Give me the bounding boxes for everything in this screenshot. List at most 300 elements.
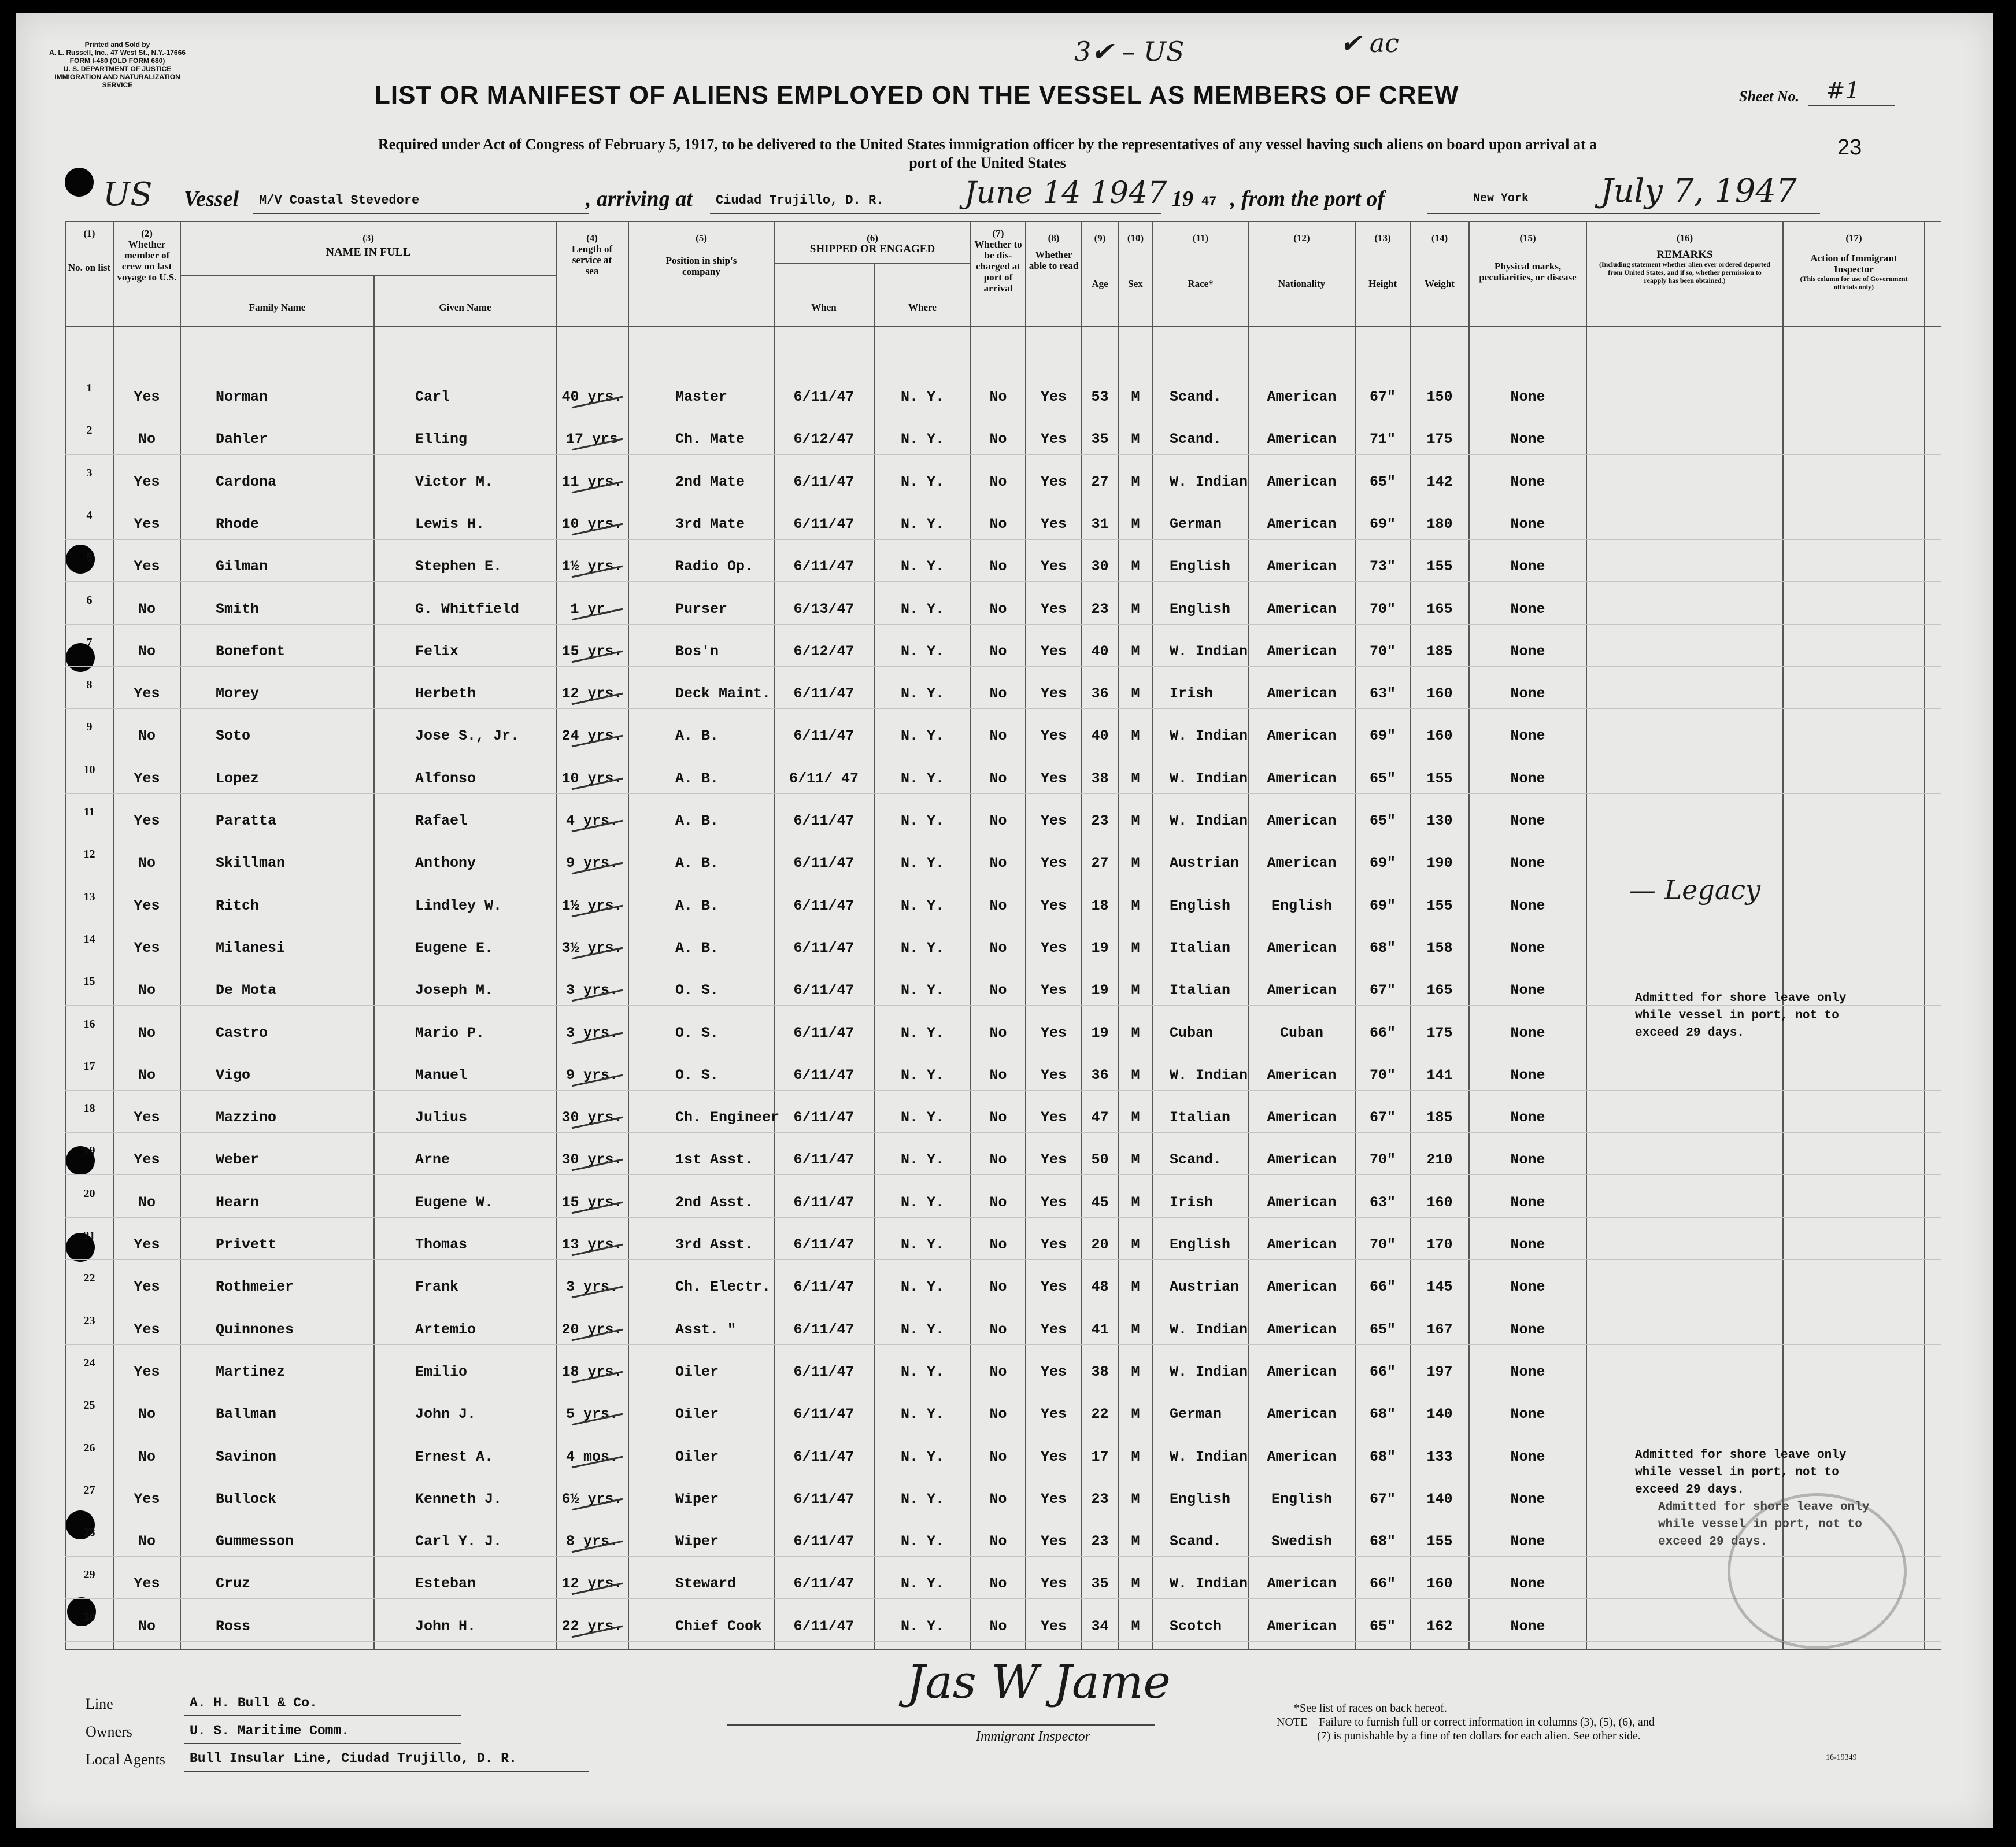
cell-family: Rothmeier [216,1279,294,1295]
row-number: 7 [86,636,93,649]
cell-sex: M [1131,1279,1140,1295]
cell-last: Yes [134,1575,160,1592]
remark-line: Admitted for shore leave only [1658,1501,1870,1514]
cell-nationality: English [1271,1491,1333,1508]
row-number: 28 [83,1526,95,1539]
col-number: (4) [586,232,598,243]
cell-when: 6/11/47 [793,812,855,829]
cell-read: Yes [1040,727,1067,744]
cell-weight: 158 [1426,940,1453,956]
col-label: Weight [1425,278,1455,289]
cell-position: Steward [675,1575,737,1592]
cell-service: 1 yr. [570,601,614,618]
cell-sex: M [1131,1151,1140,1168]
cell-last: No [138,1618,156,1635]
cell-height: 69" [1369,897,1396,914]
col-label: Age [1092,278,1108,289]
cell-service: 10 yrs. [561,516,623,533]
cell-family: Norman [216,389,268,405]
cell-discharged: No [989,982,1007,999]
cell-family: Privett [216,1236,277,1253]
cell-where: N. Y. [900,1449,944,1465]
cell-last: Yes [134,897,160,914]
cell-given: Arne [415,1151,450,1168]
footer-line-value: A. H. Bull & Co. [190,1695,317,1711]
cell-height: 71" [1369,431,1396,448]
cell-family: Morey [216,685,260,702]
cell-read: Yes [1040,1236,1067,1253]
cell-age: 23 [1091,812,1109,829]
row-number: 30 [83,1611,95,1624]
cell-read: Yes [1040,558,1067,575]
cell-race: English [1170,1491,1231,1508]
page-title: LIST OR MANIFEST OF ALIENS EMPLOYED ON THE VESSEL AS MEMBERS OF CREW [375,81,1459,109]
cell-discharged: No [989,1618,1007,1635]
cell-race: Scand. [1170,431,1222,448]
cell-position: Chief Cook [675,1618,763,1635]
cell-race: W. Indian [1170,812,1248,829]
cell-service: 1½ yrs. [561,558,623,575]
cell-sex: M [1131,1449,1140,1465]
cell-discharged: No [989,1533,1007,1550]
cell-when: 6/11/47 [793,1151,855,1168]
cell-nationality: American [1267,1067,1337,1084]
cell-position: Wiper [675,1491,719,1508]
cell-read: Yes [1040,1449,1067,1465]
cell-height: 69" [1369,855,1396,871]
cell-service: 11 yrs. [561,474,623,490]
cell-read: Yes [1040,643,1067,660]
cell-family: Weber [216,1151,260,1168]
cell-race: Scand. [1170,1533,1222,1550]
col-number: (6) [867,232,878,243]
remark-shore-leave [1635,1447,1846,1499]
cell-race: Italian [1170,940,1231,956]
cell-age: 23 [1091,1533,1109,1550]
cell-sex: M [1131,855,1140,871]
cell-read: Yes [1040,685,1067,702]
cell-sex: M [1131,897,1140,914]
cell-read: Yes [1040,770,1067,787]
cell-where: N. Y. [900,1236,944,1253]
cell-nationality: American [1267,855,1337,871]
cell-discharged: No [989,770,1007,787]
cell-discharged: No [989,558,1007,575]
cell-when: 6/11/47 [793,940,855,956]
col-number: (5) [696,232,707,243]
cell-discharged: No [989,643,1007,660]
cell-service: 22 yrs. [561,1618,623,1635]
row-rule [65,708,1941,709]
cell-where: N. Y. [900,1575,944,1592]
cell-discharged: No [989,1279,1007,1295]
manifest-sheet [16,13,1993,1828]
cell-given: Emilio [415,1364,468,1380]
cell-marks: None [1510,897,1545,914]
row-number: 23 [83,1314,95,1327]
cell-sex: M [1131,474,1140,490]
cell-nationality: American [1267,389,1337,405]
cell-weight: 162 [1426,1618,1453,1635]
cell-when: 6/11/47 [793,982,855,999]
cell-read: Yes [1040,1618,1067,1635]
cell-weight: 155 [1426,1533,1453,1550]
cell-discharged: No [989,940,1007,956]
cell-sex: M [1131,1618,1140,1635]
cell-when: 6/11/47 [793,1618,855,1635]
col-number: (10) [1127,232,1144,243]
cell-sex: M [1131,431,1140,448]
cell-service: 12 yrs. [561,1575,623,1592]
cell-weight: 160 [1426,1575,1453,1592]
cell-height: 68" [1369,940,1396,956]
year-prefix: 19 [1171,187,1193,211]
cell-marks: None [1510,855,1545,871]
cell-discharged: No [989,1067,1007,1084]
cell-weight: 155 [1426,558,1453,575]
col-header [1411,232,1468,289]
row-number: 2 [86,424,93,437]
remark-legacy: — Legacy [1629,874,1761,906]
cell-position: Bos'n [675,643,719,660]
cell-service: 6½ yrs. [561,1491,623,1508]
col-label: Nationality [1278,278,1326,289]
cell-family: Bonefont [216,643,286,660]
footer-agents-value: Bull Insular Line, Ciudad Trujillo, D. R. [190,1751,517,1766]
cell-age: 50 [1091,1151,1109,1168]
col-header [1119,232,1152,289]
cell-weight: 142 [1426,474,1453,490]
cell-read: Yes [1040,812,1067,829]
row-number: 24 [83,1357,95,1369]
cell-service: 3 yrs. [565,1279,618,1295]
cell-discharged: No [989,897,1007,914]
cell-age: 41 [1091,1321,1109,1338]
row-number: 22 [83,1272,95,1284]
cell-when: 6/11/47 [793,727,855,744]
footer-line-underline [184,1715,461,1716]
col-header [181,232,556,258]
cell-service: 15 yrs. [561,1194,623,1211]
cell-discharged: No [989,601,1007,618]
cell-where: N. Y. [900,516,944,533]
remark-line: Admitted for shore leave only [1635,1449,1847,1462]
subheader-rule [180,275,556,276]
cell-family: Martinez [216,1364,286,1380]
col-subheader: Family Name [249,302,306,313]
col-number: (9) [1094,232,1106,243]
col-label: Length of service at sea [571,243,613,276]
cell-given: Elling [415,431,468,448]
cell-sex: M [1131,1067,1140,1084]
cell-height: 70" [1369,643,1396,660]
cell-when: 6/11/47 [793,516,855,533]
cell-given: Carl [415,389,450,405]
cell-last: Yes [134,1321,160,1338]
cell-marks: None [1510,940,1545,956]
col-sublabel: (This column for use of Government officials only) [1800,275,1908,291]
cell-age: 20 [1091,1236,1109,1253]
cell-weight: 185 [1426,1109,1453,1126]
cell-service: 8 yrs. [565,1533,618,1550]
cell-last: No [138,1194,156,1211]
vessel-margin-note: US [103,176,153,213]
cell-last: Yes [134,1364,160,1380]
cell-nationality: Swedish [1271,1533,1333,1550]
cell-weight: 175 [1426,431,1453,448]
cell-position: Oiler [675,1364,719,1380]
col-subheader: Where [908,302,937,313]
row-number: 4 [86,509,93,522]
cell-race: W. Indian [1170,727,1248,744]
cell-height: 66" [1369,1364,1396,1380]
cell-race: English [1170,897,1231,914]
footer-notes [1277,1701,1655,1743]
printer-line: U. S. DEPARTMENT OF JUSTICE [63,65,172,73]
cell-service: 5 yrs. [565,1406,618,1423]
col-label: REMARKS [1656,249,1713,261]
remark-line: exceed 29 days. [1658,1535,1768,1549]
cell-height: 63" [1369,1194,1396,1211]
cell-marks: None [1510,685,1545,702]
cell-nationality: American [1267,1109,1337,1126]
inspector-label: Immigrant Inspector [976,1729,1090,1744]
cell-discharged: No [989,1151,1007,1168]
cell-given: Artemio [415,1321,476,1338]
footer-agents-underline [184,1771,589,1772]
cell-age: 36 [1091,1067,1109,1084]
cell-nationality: American [1267,516,1337,533]
penalty-note: (7) is punishable by a fine of ten dollars for each alien. See other side. [1317,1730,1641,1742]
cell-when: 6/11/47 [793,1321,855,1338]
subheader-rule [774,263,970,264]
col-header [557,232,627,276]
cell-read: Yes [1040,1279,1067,1295]
row-number: 17 [83,1060,95,1073]
cell-where: N. Y. [900,812,944,829]
row-number: 12 [83,848,95,860]
cell-height: 67" [1369,389,1396,405]
cell-discharged: No [989,855,1007,871]
row-number: 25 [83,1399,95,1412]
cell-height: 70" [1369,601,1396,618]
cell-when: 6/11/47 [793,1067,855,1084]
cell-where: N. Y. [900,770,944,787]
cell-given: Anthony [415,855,476,871]
cell-family: Vigo [216,1067,251,1084]
cell-sex: M [1131,1364,1140,1380]
cell-nationality: American [1267,474,1337,490]
cell-where: N. Y. [900,389,944,405]
cell-given: Kenneth J. [415,1491,502,1508]
cell-last: No [138,1406,156,1423]
cell-given: Joseph M. [415,982,494,999]
cell-where: N. Y. [900,940,944,956]
cell-marks: None [1510,1025,1545,1041]
cell-last: No [138,1449,156,1465]
col-header [1784,232,1924,291]
printer-line: FORM I-480 (OLD FORM 680) [69,57,165,65]
cell-weight: 180 [1426,516,1453,533]
cell-position: O. S. [675,1025,719,1041]
row-rule [65,1259,1941,1260]
from-label: , from the port of [1230,187,1385,211]
cell-given: Lindley W. [415,897,502,914]
col-number: (12) [1293,232,1310,243]
cell-sex: M [1131,770,1140,787]
cell-given: Rafael [415,812,468,829]
col-label: NAME IN FULL [325,246,411,258]
row-number: 6 [86,594,93,607]
cell-sex: M [1131,1575,1140,1592]
cell-age: 23 [1091,1491,1109,1508]
printer-block [39,40,195,89]
cell-height: 67" [1369,1109,1396,1126]
cell-family: Gilman [216,558,268,575]
cell-when: 6/11/47 [793,1025,855,1041]
cell-position: A. B. [675,855,719,871]
cell-sex: M [1131,1533,1140,1550]
cell-weight: 155 [1426,770,1453,787]
col-header [114,228,179,283]
cell-where: N. Y. [900,982,944,999]
col-subheader: Given Name [439,302,491,313]
cell-race: Austrian [1170,855,1240,871]
cell-when: 6/11/47 [793,1533,855,1550]
cell-given: Thomas [415,1236,468,1253]
cell-when: 6/11/47 [793,1449,855,1465]
cell-service: 10 yrs. [561,770,623,787]
cell-marks: None [1510,1236,1545,1253]
row-number: 5 [86,551,93,564]
row-number: 27 [83,1484,95,1497]
table-header-border [65,326,1941,327]
cell-weight: 167 [1426,1321,1453,1338]
row-number: 26 [83,1442,95,1454]
cell-nationality: English [1271,897,1333,914]
cell-read: Yes [1040,940,1067,956]
cell-last: Yes [134,812,160,829]
cell-sex: M [1131,1236,1140,1253]
cell-when: 6/11/47 [793,558,855,575]
cell-nationality: American [1267,643,1337,660]
cell-marks: None [1510,1533,1545,1550]
cell-sex: M [1131,812,1140,829]
cell-weight: 175 [1426,1025,1453,1041]
col-label: Sex [1128,278,1143,289]
cell-nationality: American [1267,1575,1337,1592]
penalty-note: NOTE—Failure to furnish full or correct information in columns (3), (5), (6), and [1277,1716,1655,1728]
cell-when: 6/11/47 [793,1406,855,1423]
cell-nationality: American [1267,1236,1337,1253]
cell-given: Stephen E. [415,558,502,575]
cell-race: English [1170,601,1231,618]
cell-read: Yes [1040,1194,1067,1211]
remark-line: while vessel in port, not to [1635,1009,1839,1022]
cell-marks: None [1510,1321,1545,1338]
cell-marks: None [1510,1406,1545,1423]
cell-family: Hearn [216,1194,260,1211]
cell-sex: M [1131,727,1140,744]
row-number: 11 [84,806,95,818]
cell-discharged: No [989,431,1007,448]
cell-given: Manuel [415,1067,468,1084]
arriving-underline [710,213,1161,214]
cell-where: N. Y. [900,601,944,618]
row-number: 9 [86,721,93,733]
cell-read: Yes [1040,516,1067,533]
cell-position: A. B. [675,812,719,829]
cell-race: Austrian [1170,1279,1240,1295]
cell-when: 6/11/47 [793,474,855,490]
vessel-name: M/V Coastal Stevedore [259,193,420,208]
col-subheader: When [811,302,837,313]
cell-where: N. Y. [900,1533,944,1550]
cell-nationality: American [1267,770,1337,787]
cell-service: 3 yrs. [565,982,618,999]
cell-position: O. S. [675,1067,719,1084]
col-label: Whether able to read [1029,249,1079,271]
printer-line: IMMIGRATION AND NATURALIZATION SERVICE [54,73,180,89]
cell-read: Yes [1040,1151,1067,1168]
cell-where: N. Y. [900,558,944,575]
row-number: 1 [86,382,93,394]
cell-service: 9 yrs. [565,855,618,871]
cell-height: 70" [1369,1236,1396,1253]
remark-shore-leave [1635,990,1846,1042]
cell-last: Yes [134,1491,160,1508]
cell-age: 40 [1091,727,1109,744]
cell-marks: None [1510,1151,1545,1168]
col-label: Whether member of crew on last voyage to U.S. [117,239,177,283]
cell-marks: None [1510,1575,1545,1592]
cell-family: Cruz [216,1575,251,1592]
cell-age: 48 [1091,1279,1109,1295]
table-top-border [65,221,1941,222]
cell-weight: 185 [1426,643,1453,660]
cell-discharged: No [989,1194,1007,1211]
cell-last: Yes [134,516,160,533]
cell-age: 18 [1091,897,1109,914]
cell-given: Jose S., Jr. [415,727,520,744]
cell-weight: 140 [1426,1406,1453,1423]
cell-last: No [138,431,156,448]
cell-position: Ch. Mate [675,431,745,448]
col-label: Whether to be dis-charged at port of arrival [974,239,1022,294]
cell-family: Lopez [216,770,260,787]
row-rule [65,1344,1941,1345]
cell-sex: M [1131,601,1140,618]
cell-last: No [138,643,156,660]
row-rule [65,666,1941,667]
cell-last: Yes [134,474,160,490]
cell-read: Yes [1040,389,1067,405]
page-number: 23 [1837,135,1862,160]
cell-last: No [138,1533,156,1550]
cell-sex: M [1131,1321,1140,1338]
cell-position: Asst. " [675,1321,737,1338]
cell-height: 65" [1369,474,1396,490]
cell-last: No [138,1025,156,1041]
cell-nationality: American [1267,1194,1337,1211]
top-annotation: 3✔ – US [1074,36,1185,67]
cell-when: 6/11/47 [793,1364,855,1380]
cell-last: Yes [134,558,160,575]
row-rule [65,1598,1941,1599]
cell-family: Castro [216,1025,268,1041]
cell-weight: 133 [1426,1449,1453,1465]
cell-where: N. Y. [900,1491,944,1508]
